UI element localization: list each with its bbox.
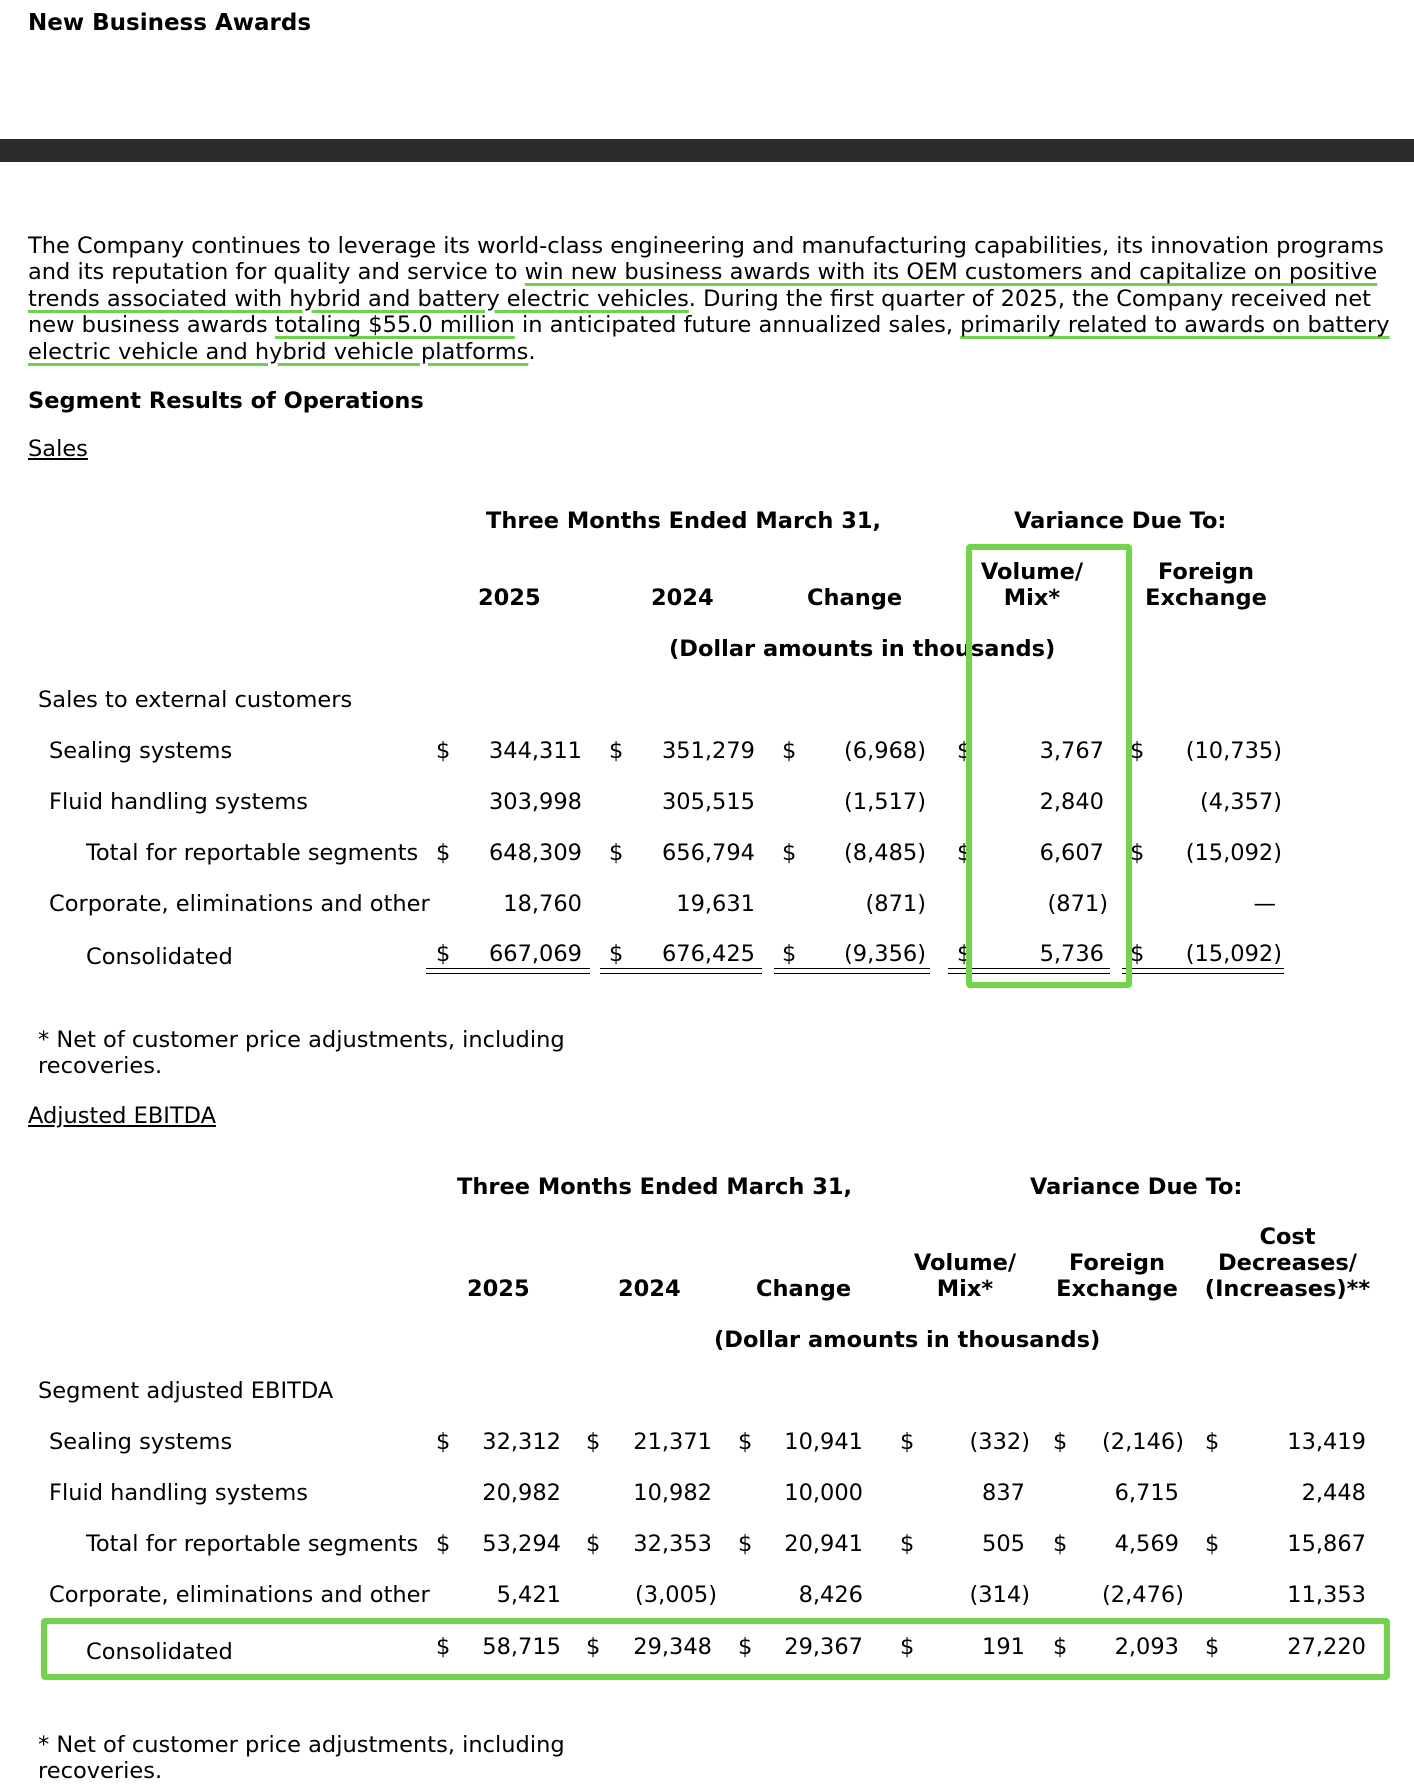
paragraph-text-3: in anticipated future annualized sales,	[514, 312, 961, 339]
sales-change: (8,485)	[844, 840, 926, 866]
ebitda-value-2025: 32,312	[482, 1429, 561, 1455]
paragraph-text-1: The Company continues to leverage its world-class engineering and manufacturing capabilities, its innovation programs and its reputation for quality and service to	[28, 233, 1384, 286]
dollar-sign: $	[436, 840, 451, 866]
paragraph-text-4: .	[528, 338, 536, 365]
sales-change: (6,968)	[844, 738, 926, 764]
dollar-sign: $	[1130, 840, 1145, 866]
ebitda-cost: 2,448	[1301, 1480, 1366, 1506]
dollar-sign: $	[436, 1634, 451, 1660]
adjusted-ebitda-link[interactable]: Adjusted EBITDA	[28, 1103, 216, 1129]
table-row-label: Corporate, eliminations and other	[49, 1582, 430, 1608]
ebitda-fx: (2,476)	[1102, 1582, 1184, 1608]
sales-units: (Dollar amounts in thousands)	[669, 636, 1056, 662]
dollar-sign: $	[1205, 1634, 1220, 1660]
ebitda-group-label: Segment adjusted EBITDA	[38, 1378, 334, 1404]
table-row-label: Total for reportable segments	[86, 1531, 419, 1557]
sales-fx: (10,735)	[1185, 738, 1282, 764]
dollar-sign: $	[957, 941, 972, 967]
sales-fx: (15,092)	[1185, 941, 1282, 967]
ebitda-value-2024: 32,353	[633, 1531, 712, 1557]
dollar-sign: $	[782, 840, 797, 866]
total-double-rule	[774, 968, 930, 974]
ebitda-change: 10,941	[784, 1429, 863, 1455]
sales-fx: (4,357)	[1200, 789, 1282, 815]
dollar-sign: $	[782, 738, 797, 764]
ebitda-cost: 11,353	[1287, 1582, 1366, 1608]
table-row-label: Total for reportable segments	[86, 840, 419, 866]
sales-volume: 2,840	[1039, 789, 1104, 815]
sales-value-2024: 305,515	[661, 789, 755, 815]
table-row-label: Fluid handling systems	[49, 789, 308, 815]
table-row-label: Sealing systems	[49, 738, 233, 764]
ebitda-volume: 191	[982, 1634, 1025, 1660]
sales-col-fx: Foreign Exchange	[1145, 559, 1267, 611]
dollar-sign: $	[738, 1429, 753, 1455]
sales-col-change: Change	[807, 585, 903, 611]
sales-value-2024: 351,279	[661, 738, 755, 764]
ebitda-cost: 15,867	[1287, 1531, 1366, 1557]
sales-period-header: Three Months Ended March 31,	[486, 508, 882, 534]
ebitda-value-2025: 20,982	[482, 1480, 561, 1506]
dollar-sign: $	[586, 1634, 601, 1660]
ebitda-change: 10,000	[784, 1480, 863, 1506]
ebitda-volume: (332)	[969, 1429, 1030, 1455]
ebitda-value-2025: 5,421	[496, 1582, 561, 1608]
ebitda-volume: (314)	[969, 1582, 1030, 1608]
sales-value-2025: 303,998	[488, 789, 582, 815]
table-row-label: Sealing systems	[49, 1429, 233, 1455]
consolidated-row-highlight	[41, 1618, 1390, 1680]
sales-fx: —	[1253, 891, 1276, 917]
ebitda-fx: 4,569	[1114, 1531, 1179, 1557]
ebitda-variance-header: Variance Due To:	[1030, 1174, 1243, 1200]
sales-change: (1,517)	[844, 789, 926, 815]
sales-footnote: * Net of customer price adjustments, including recoveries.	[38, 1027, 565, 1079]
sales-fx: (15,092)	[1185, 840, 1282, 866]
table-row-label: Corporate, eliminations and other	[49, 891, 430, 917]
ebitda-cost: 13,419	[1287, 1429, 1366, 1455]
segment-results-title: Segment Results of Operations	[28, 388, 424, 414]
dollar-sign: $	[1205, 1429, 1220, 1455]
ebitda-value-2024: 29,348	[633, 1634, 712, 1660]
dollar-sign: $	[436, 941, 451, 967]
dollar-sign: $	[782, 941, 797, 967]
ebitda-col-change: Change	[756, 1276, 852, 1302]
dollar-sign: $	[1205, 1531, 1220, 1557]
ebitda-volume: 837	[982, 1480, 1025, 1506]
dollar-sign: $	[1130, 941, 1145, 967]
ebitda-col-fx: Foreign Exchange	[1056, 1250, 1178, 1302]
sales-variance-header: Variance Due To:	[1014, 508, 1227, 534]
ebitda-col-volume: Volume/ Mix*	[913, 1250, 1017, 1302]
highlighted-phrase-1: win new business awards with its OEM customers and capitalize on positive trends associated with hybrid and battery electric vehicles	[28, 259, 1378, 312]
dollar-sign: $	[609, 840, 624, 866]
sales-group-label: Sales to external customers	[38, 687, 353, 713]
sales-volume: 3,767	[1039, 738, 1104, 764]
dollar-sign: $	[900, 1531, 915, 1557]
ebitda-footnote: * Net of customer price adjustments, including recoveries.	[38, 1732, 565, 1784]
dollar-sign: $	[1053, 1634, 1068, 1660]
divider-bar	[0, 139, 1414, 162]
sales-volume: (871)	[1047, 891, 1108, 917]
sales-value-2024: 676,425	[661, 941, 755, 967]
sales-value-2024: 656,794	[661, 840, 755, 866]
ebitda-units: (Dollar amounts in thousands)	[714, 1327, 1101, 1353]
dollar-sign: $	[436, 738, 451, 764]
table-row-label: Consolidated	[86, 1639, 233, 1665]
highlighted-phrase-3: primarily related to awards on battery electric vehicle and hybrid vehicle platforms	[28, 312, 1390, 365]
dollar-sign: $	[900, 1634, 915, 1660]
dollar-sign: $	[609, 738, 624, 764]
ebitda-value-2025: 58,715	[482, 1634, 561, 1660]
dollar-sign: $	[957, 840, 972, 866]
dollar-sign: $	[738, 1531, 753, 1557]
dollar-sign: $	[1053, 1531, 1068, 1557]
highlighted-phrase-2: totaling $55.0 million	[274, 312, 515, 339]
sales-col-2025: 2025	[478, 585, 541, 611]
ebitda-period-header: Three Months Ended March 31,	[457, 1174, 853, 1200]
total-double-rule	[426, 968, 590, 974]
sales-value-2025: 18,760	[503, 891, 582, 917]
table-row-label: Consolidated	[86, 944, 233, 970]
ebitda-value-2024: 10,982	[633, 1480, 712, 1506]
ebitda-fx: 2,093	[1114, 1634, 1179, 1660]
ebitda-value-2024: 21,371	[633, 1429, 712, 1455]
ebitda-fx: 6,715	[1114, 1480, 1179, 1506]
dollar-sign: $	[609, 941, 624, 967]
ebitda-fx: (2,146)	[1102, 1429, 1184, 1455]
dollar-sign: $	[436, 1531, 451, 1557]
ebitda-change: 29,367	[784, 1634, 863, 1660]
ebitda-volume: 505	[982, 1531, 1025, 1557]
ebitda-value-2025: 53,294	[482, 1531, 561, 1557]
sales-col-2024: 2024	[651, 585, 714, 611]
total-double-rule	[600, 968, 762, 974]
dollar-sign: $	[586, 1429, 601, 1455]
ebitda-col-2024: 2024	[618, 1276, 681, 1302]
total-double-rule	[1122, 968, 1284, 974]
dollar-sign: $	[957, 738, 972, 764]
sales-change: (871)	[865, 891, 926, 917]
ebitda-change: 8,426	[798, 1582, 863, 1608]
ebitda-value-2024: (3,005)	[635, 1582, 717, 1608]
dollar-sign: $	[436, 1429, 451, 1455]
ebitda-cost: 27,220	[1287, 1634, 1366, 1660]
dollar-sign: $	[586, 1531, 601, 1557]
dollar-sign: $	[1130, 738, 1145, 764]
dollar-sign: $	[900, 1429, 915, 1455]
sales-col-volume: Volume/ Mix*	[980, 559, 1084, 611]
sales-change: (9,356)	[844, 941, 926, 967]
paragraph-text-2: . During the first quarter of 2025, the Company received net new business awards	[28, 285, 1371, 339]
sales-link[interactable]: Sales	[28, 436, 88, 462]
dollar-sign: $	[738, 1634, 753, 1660]
sales-value-2025: 648,309	[488, 840, 582, 866]
sales-volume: 5,736	[1039, 941, 1104, 967]
ebitda-change: 20,941	[784, 1531, 863, 1557]
table-row-label: Fluid handling systems	[49, 1480, 308, 1506]
dollar-sign: $	[1053, 1429, 1068, 1455]
sales-value-2024: 19,631	[676, 891, 755, 917]
volume-column-highlight	[966, 544, 1132, 988]
ebitda-col-2025: 2025	[467, 1276, 530, 1302]
sales-volume: 6,607	[1039, 840, 1104, 866]
sales-value-2025: 667,069	[488, 941, 582, 967]
ebitda-col-cost: Cost Decreases/ (Increases)**	[1204, 1224, 1371, 1302]
sales-value-2025: 344,311	[488, 738, 582, 764]
intro-paragraph	[28, 233, 1408, 365]
section-heading: New Business Awards	[28, 10, 312, 36]
